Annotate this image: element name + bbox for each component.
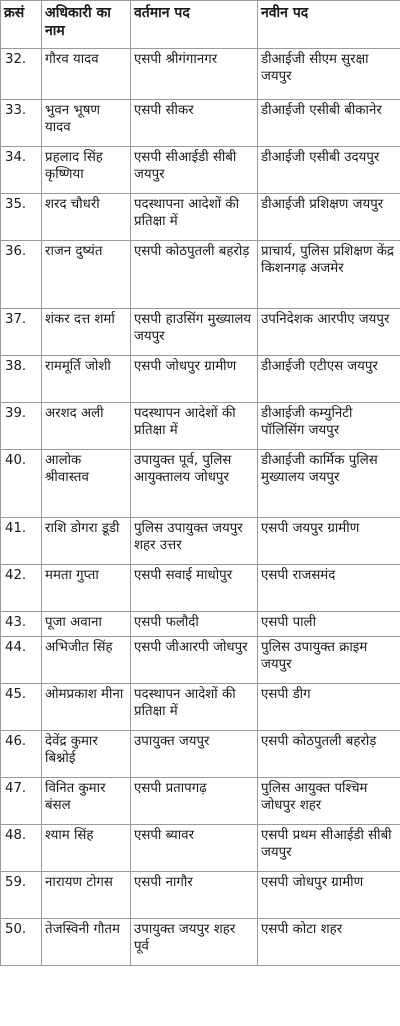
cell-name: ओमप्रकाश मीना	[42, 684, 131, 731]
table-row	[1, 919, 400, 966]
header-current-post: वर्तमान पद	[131, 1, 258, 49]
header-name: अधिकारी का नाम	[42, 1, 131, 49]
cell-name: प्रहलाद सिंह कृष्णिया	[42, 147, 131, 194]
cell-sn: 40.	[1, 450, 42, 518]
cell-new-post: एसपी डीग	[258, 684, 400, 731]
cell-new-post: पुलिस आयुक्त पश्चिम जोधपुर शहर	[258, 778, 400, 825]
table-row	[1, 241, 400, 309]
cell-current-post: एसपी जीआरपी जोधपुर	[131, 637, 258, 684]
cell-name: अरशद अली	[42, 403, 131, 450]
cell-sn: 44.	[1, 637, 42, 684]
cell-sn: 34.	[1, 147, 42, 194]
cell-name: पूजा अवाना	[42, 612, 131, 637]
table-row	[1, 778, 400, 825]
cell-current-post: एसपी ब्यावर	[131, 825, 258, 872]
cell-name: शरद चौधरी	[42, 194, 131, 241]
cell-new-post: प्राचार्य, पुलिस प्रशिक्षण केंद्र किशनगढ़ अजमेर	[258, 241, 400, 309]
cell-current-post: उपायुक्त पूर्व, पुलिस आयुक्तालय जोधपुर	[131, 450, 258, 518]
table-row	[1, 309, 400, 356]
header-new-post: नवीन पद	[258, 1, 400, 49]
table-row	[1, 684, 400, 731]
cell-new-post: एसपी राजसमंद	[258, 565, 400, 612]
cell-sn: 45.	[1, 684, 42, 731]
cell-current-post: पदस्थापना आदेशों की प्रतिक्षा में	[131, 194, 258, 241]
cell-name: ममता गुप्ता	[42, 565, 131, 612]
cell-current-post: एसपी सवाई माधोपुर	[131, 565, 258, 612]
table-row	[1, 825, 400, 872]
cell-current-post: एसपी प्रतापगढ़	[131, 778, 258, 825]
table-row	[1, 403, 400, 450]
cell-name: भुवन भूषण यादव	[42, 100, 131, 147]
cell-name: नारायण टोगस	[42, 872, 131, 919]
cell-sn: 42.	[1, 565, 42, 612]
cell-name: शंकर दत्त शर्मा	[42, 309, 131, 356]
table-row	[1, 147, 400, 194]
cell-sn: 32.	[1, 49, 42, 100]
table-row	[1, 612, 400, 637]
cell-current-post: पुलिस उपायुक्त जयपुर शहर उत्तर	[131, 518, 258, 565]
table-row	[1, 731, 400, 778]
cell-sn: 47.	[1, 778, 42, 825]
cell-current-post: एसपी हाउसिंग मुख्यालय जयपुर	[131, 309, 258, 356]
cell-sn: 36.	[1, 241, 42, 309]
cell-new-post: डीआईजी एसीबी उदयपुर	[258, 147, 400, 194]
cell-new-post: डीआईजी सीएम सुरक्षा जयपुर	[258, 49, 400, 100]
cell-current-post: एसपी जोधपुर ग्रामीण	[131, 356, 258, 403]
cell-new-post: एसपी कोठपुतली बहरोड़	[258, 731, 400, 778]
cell-current-post: एसपी फलौदी	[131, 612, 258, 637]
cell-current-post: उपायुक्त जयपुर	[131, 731, 258, 778]
cell-new-post: डीआईजी एटीएस जयपुर	[258, 356, 400, 403]
cell-new-post: उपनिदेशक आरपीए जयपुर	[258, 309, 400, 356]
cell-name: राममूर्ति जोशी	[42, 356, 131, 403]
cell-current-post: एसपी श्रीगंगानगर	[131, 49, 258, 100]
cell-sn: 38.	[1, 356, 42, 403]
cell-name: राशि डोगरा डूडी	[42, 518, 131, 565]
cell-sn: 59.	[1, 872, 42, 919]
table-row	[1, 637, 400, 684]
table-row	[1, 518, 400, 565]
cell-sn: 50.	[1, 919, 42, 966]
cell-sn: 43.	[1, 612, 42, 637]
cell-current-post: एसपी कोठपुतली बहरोड़	[131, 241, 258, 309]
table-row	[1, 194, 400, 241]
cell-sn: 37.	[1, 309, 42, 356]
cell-name: तेजस्विनी गौतम	[42, 919, 131, 966]
table-row	[1, 565, 400, 612]
cell-new-post: एसपी कोटा शहर	[258, 919, 400, 966]
cell-sn: 48.	[1, 825, 42, 872]
table-row	[1, 49, 400, 100]
cell-name: राजन दुष्यंत	[42, 241, 131, 309]
cell-name: विनित कुमार बंसल	[42, 778, 131, 825]
header-sn: क्रसं	[1, 1, 42, 49]
cell-current-post: एसपी सीआईडी सीबी जयपुर	[131, 147, 258, 194]
cell-name: गौरव यादव	[42, 49, 131, 100]
cell-new-post: पुलिस उपायुक्त क्राइम जयपुर	[258, 637, 400, 684]
cell-sn: 35.	[1, 194, 42, 241]
cell-new-post: डीआईजी कम्युनिटी पॉलिसिंग जयपुर	[258, 403, 400, 450]
cell-name: श्याम सिंह	[42, 825, 131, 872]
cell-current-post: पदस्थापन आदेशों की प्रतिक्षा में	[131, 403, 258, 450]
cell-new-post: डीआईजी एसीबी बीकानेर	[258, 100, 400, 147]
cell-sn: 33.	[1, 100, 42, 147]
cell-sn: 41.	[1, 518, 42, 565]
cell-sn: 46.	[1, 731, 42, 778]
cell-new-post: डीआईजी कार्मिक पुलिस मुख्यालय जयपुर	[258, 450, 400, 518]
table-row	[1, 450, 400, 518]
cell-new-post: एसपी जोधपुर ग्रामीण	[258, 872, 400, 919]
cell-new-post: डीआईजी प्रशिक्षण जयपुर	[258, 194, 400, 241]
cell-name: देवेंद्र कुमार बिश्नोई	[42, 731, 131, 778]
table-row	[1, 356, 400, 403]
cell-new-post: एसपी जयपुर ग्रामीण	[258, 518, 400, 565]
cell-name: अभिजीत सिंह	[42, 637, 131, 684]
table-row	[1, 872, 400, 919]
cell-current-post: एसपी सीकर	[131, 100, 258, 147]
table-header-row	[1, 1, 400, 49]
cell-sn: 39.	[1, 403, 42, 450]
cell-name: आलोक श्रीवास्तव	[42, 450, 131, 518]
cell-current-post: पदस्थापन आदेशों की प्रतिक्षा में	[131, 684, 258, 731]
cell-current-post: उपायुक्त जयपुर शहर पूर्व	[131, 919, 258, 966]
cell-new-post: एसपी प्रथम सीआईडी सीबी जयपुर	[258, 825, 400, 872]
cell-new-post: एसपी पाली	[258, 612, 400, 637]
table-row	[1, 100, 400, 147]
cell-current-post: एसपी नागौर	[131, 872, 258, 919]
